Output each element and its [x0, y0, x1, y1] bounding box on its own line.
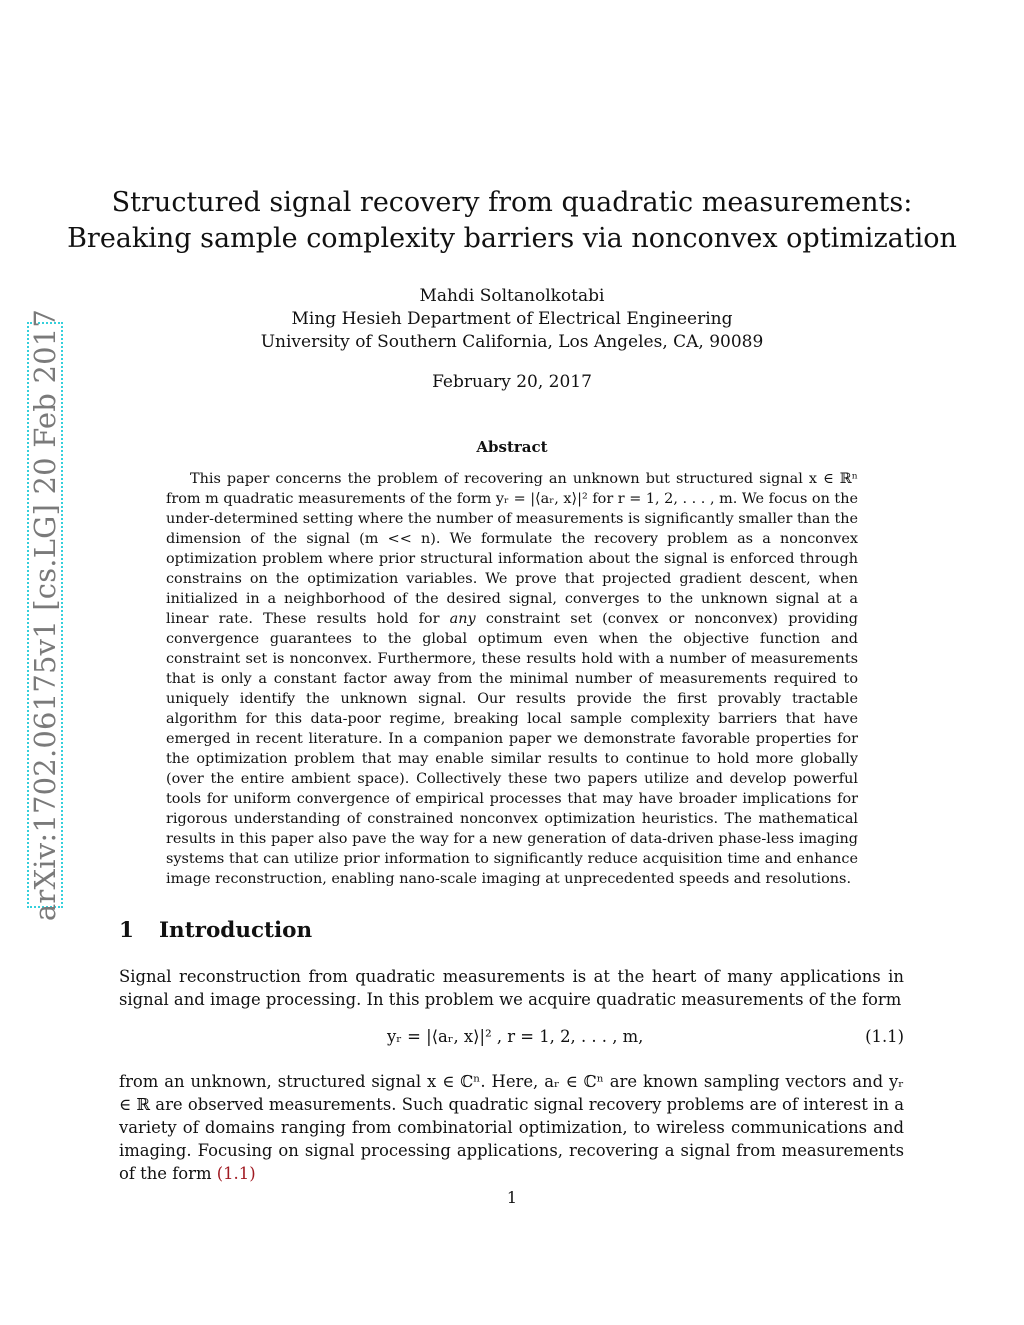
section-heading	[119, 918, 312, 943]
paper-date: February 20, 2017	[432, 372, 592, 392]
paper-title-line-2: Breaking sample complexity barriers via nonconvex optimization	[67, 223, 957, 254]
paper-title-line-1: Structured signal recovery from quadratic measurements:	[111, 187, 913, 218]
section-number: 1	[119, 918, 134, 943]
section-title: Introduction	[159, 918, 313, 943]
arxiv-identifier[interactable]: arXiv:1702.06175v1 [cs.LG] 20 Feb 2017	[28, 308, 62, 922]
intro-paragraph-2-text: from an unknown, structured signal x ∈ ℂⁿ. Here, aᵣ ∈ ℂⁿ are known sampling vectors and yᵣ ∈ ℝ are observed measurements. Such quadratic signal recovery problems are of interest in a variety of domains ranging from combinatorial optimization, to wireless communications and imaging. Focusing on signal processing applications, recovering a signal from measurements of the form	[119, 1072, 904, 1183]
equation-body: yᵣ = |⟨aᵣ, x⟩|² , r = 1, 2, . . . , m,	[387, 1027, 644, 1046]
author-affiliation: University of Southern California, Los Angeles, CA, 90089	[260, 332, 764, 352]
abstract-heading: Abstract	[476, 438, 548, 456]
author-name: Mahdi Soltanolkotabi	[419, 286, 605, 306]
abstract-body	[166, 469, 858, 889]
abstract-emphasis: any	[449, 611, 476, 627]
equation-reference-link[interactable]: (1.1)	[216, 1164, 256, 1183]
intro-paragraph-2	[119, 1070, 904, 1185]
abstract-text-part-2: constraint set (convex or nonconvex) providing convergence guarantees to the global optimum even when the objective function and constraint set is nonconvex. Furthermore, these results hold with a number of measurements that is only a constant factor away from the minimal number of measurements required to uniquely identify the unknown signal. Our results provide the first provably tractable algorithm for this data-poor regime, breaking local sample complexity barriers that have emerged in recent literature. In a companion paper we demonstrate favorable properties for the optimization problem that may enable similar results to continue to hold more globally (over the entire ambient space). Collectively these two papers utilize and develop powerful tools for uniform convergence of empirical processes that may have broader implications for rigorous understanding of constrained nonconvex optimization heuristics. The mathematical results in this paper also pave the way for a new generation of data-driven phase-less imaging systems that can utilize prior information to significantly reduce acquisition time and enhance image reconstruction, enabling nano-scale imaging at unprecedented speeds and resolutions.	[166, 611, 859, 887]
abstract-text-part-1: This paper concerns the problem of recovering an unknown but structured signal x ∈ ℝⁿ from m quadratic measurements of the form yᵣ = |⟨aᵣ, x⟩|² for r = 1, 2, . . . , m. We focus on the under-determined setting where the number of measurements is significantly smaller than the dimension of the signal (m << n). We formulate the recovery problem as a nonconvex optimization problem where prior structural information about the signal is enforced through constrains on the optimization variables. We prove that projected gradient descent, when initialized in a neighborhood of the desired signal, converges to the unknown signal at a linear rate. These results hold for	[166, 471, 859, 627]
author-department: Ming Hesieh Department of Electrical Engineering	[291, 309, 733, 329]
intro-paragraph-1: Signal reconstruction from quadratic measurements is at the heart of many applications in signal and image processing. In this problem we acquire quadratic measurements of the form	[119, 967, 904, 1009]
equation-number: (1.1)	[865, 1027, 904, 1046]
page-number: 1	[506, 1188, 518, 1207]
